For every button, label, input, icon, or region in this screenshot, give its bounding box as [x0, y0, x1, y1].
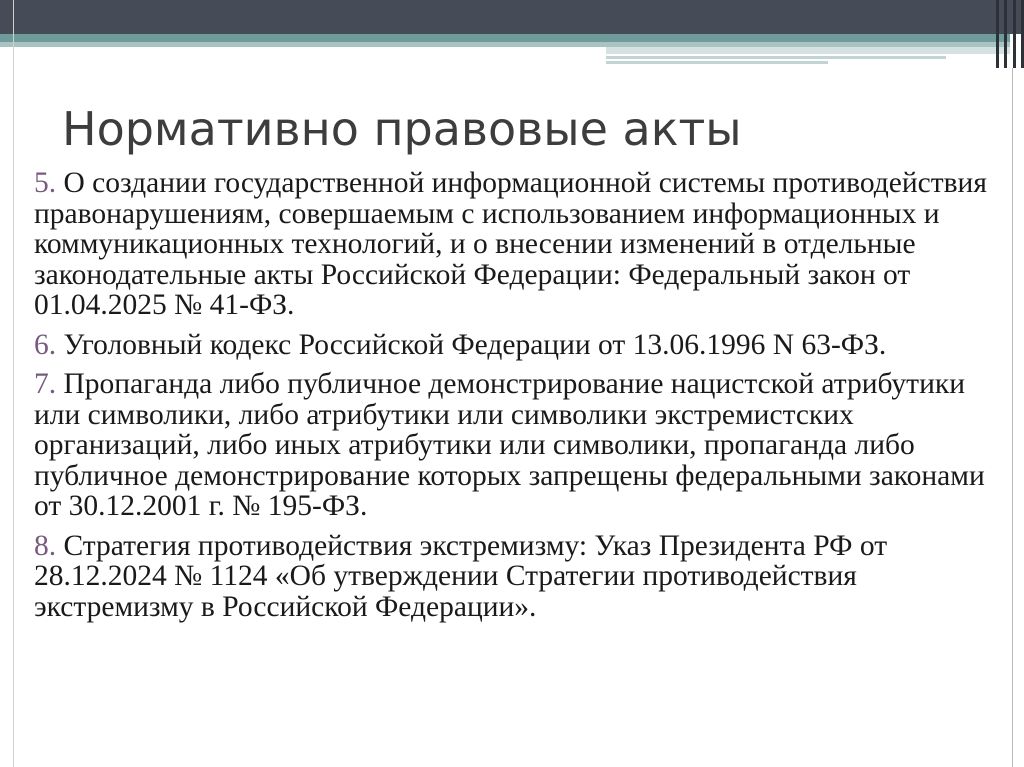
item-text: Пропаганда либо публичное демонстрирование нацистской атрибутики или символики, либо атрибутики или символики экстремистских организаций, либо иных атрибутики или символики, пропаганда либо публичное демонстрирование которых запрещены федеральными законами от 30.12.2001 г. № 195-ФЗ. [34, 368, 985, 522]
list-item [34, 531, 999, 623]
item-text: Уголовный кодекс Российской Федерации от 13.06.1996 N 63-ФЗ. [63, 328, 887, 361]
slide-title: Нормативно правовые акты [62, 102, 742, 156]
item-number: 7. [34, 368, 57, 400]
item-number: 6. [34, 328, 57, 361]
accent-stripe [606, 47, 1010, 54]
slide-content [34, 168, 999, 631]
edge-decoration [996, 0, 1024, 68]
item-number: 8. [34, 529, 57, 562]
list-item [34, 168, 999, 321]
list-item [34, 369, 999, 522]
accent-stripe [606, 61, 828, 64]
top-decorative-band [0, 0, 1024, 34]
right-border-line [1012, 68, 1013, 767]
top-teal-stripe [0, 34, 1010, 42]
list-item [34, 330, 999, 361]
item-text: Стратегия противодействия экстремизму: Указ Президента РФ от 28.12.2024 № 1124 «Об утверждении Стратегии противодействия экстремизму в Российской Федерации». [34, 529, 888, 623]
item-text: О создании государственной информационной системы противодействия правонарушениям, совершаемым с использованием информационных и коммуникационных технологий, и о внесении изменений в отдельные законодательные акты Российской Федерации: Федеральный закон от 01.04.2025 № 41-ФЗ. [34, 167, 987, 321]
left-border-line [13, 0, 14, 767]
accent-stripe [606, 56, 946, 59]
item-number: 5. [34, 167, 57, 199]
